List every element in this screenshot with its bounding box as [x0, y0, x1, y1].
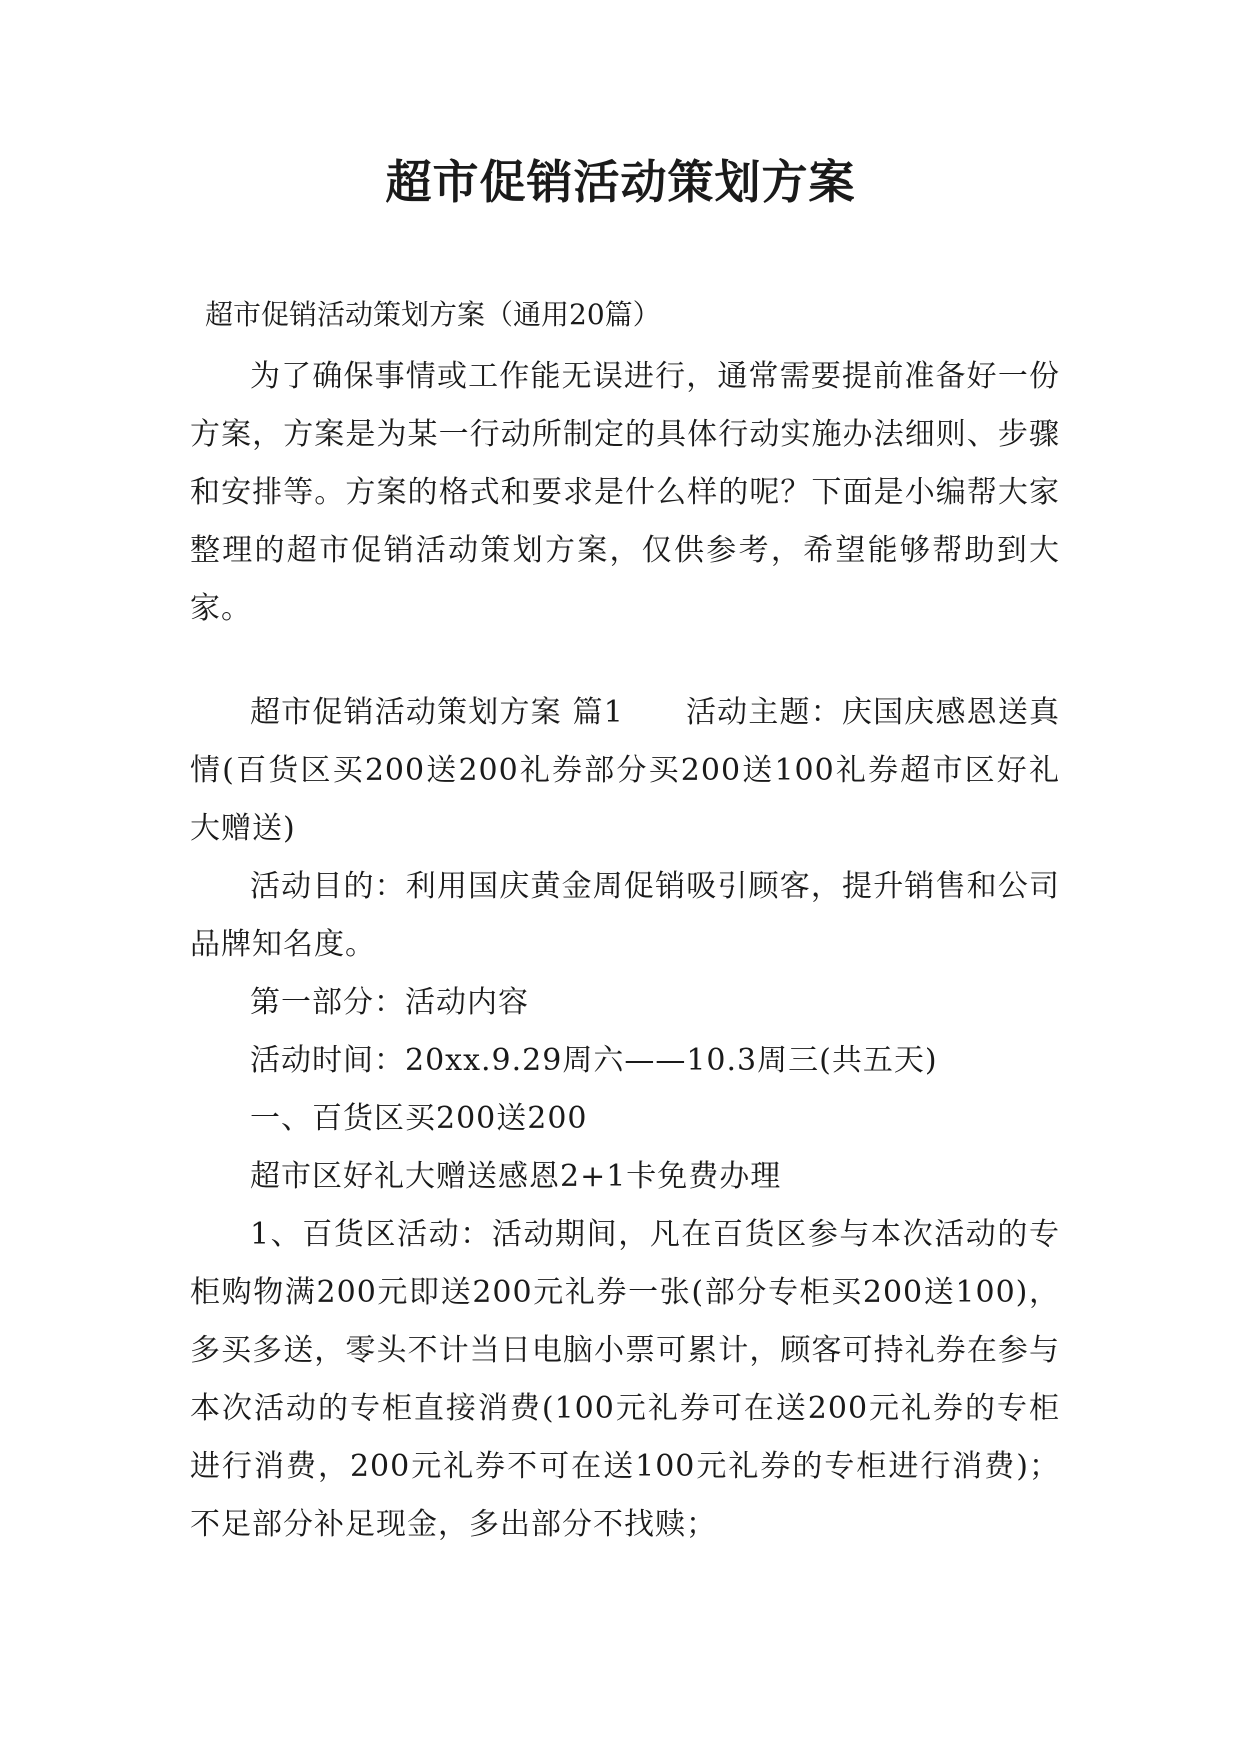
part-one-heading: 第一部分：活动内容 [250, 985, 529, 1020]
activity-time: 活动时间：20xx.9.29周六——10.3周三(共五天) [250, 1043, 938, 1078]
intro-paragraph: 为了确保事情或工作能无误进行，通常需要提前准备好一份方案，方案是为某一行动所制定的具体行动实施办法细则、步骤和安排等。方案的格式和要求是什么样的呢？下面是小编帮大家整理的超市促销活动策划方案，仅供参考，希望能够帮助到大家。 [190, 359, 1060, 626]
document-subtitle: 超市促销活动策划方案（通用20篇） [205, 298, 661, 331]
item-one: 一、百货区买200送200 [250, 1101, 588, 1136]
section-heading: 超市促销活动策划方案 篇1 [250, 695, 624, 730]
item-one-sub: 超市区好礼大赠送感恩2+1卡免费办理 [250, 1159, 782, 1194]
department-activity: 1、百货区活动：活动期间，凡在百货区参与本次活动的专柜购物满200元即送200元礼券一张(部分专柜买200送100)，多买多送，零头不计当日电脑小票可累计，顾客可持礼券在参与本次活动的专柜直接消费(100元礼券可在送200元礼券的专柜进行消费，200元礼券不可在送100元礼券的专柜进行消费)；不足部分补足现金，多出部分不找赎； [190, 1217, 1060, 1542]
activity-theme: 活动主题：庆国庆感恩送真情(百货区买200送200礼券部分买200送100礼券超市区好礼大赠送) [190, 695, 1060, 846]
section-one-block [190, 684, 1060, 1554]
activity-purpose: 活动目的：利用国庆黄金周促销吸引顾客，提升销售和公司品牌知名度。 [190, 869, 1060, 962]
intro-block [190, 348, 1060, 638]
section-heading-paragraph [190, 684, 1060, 858]
document-title: 超市促销活动策划方案 [385, 155, 856, 209]
